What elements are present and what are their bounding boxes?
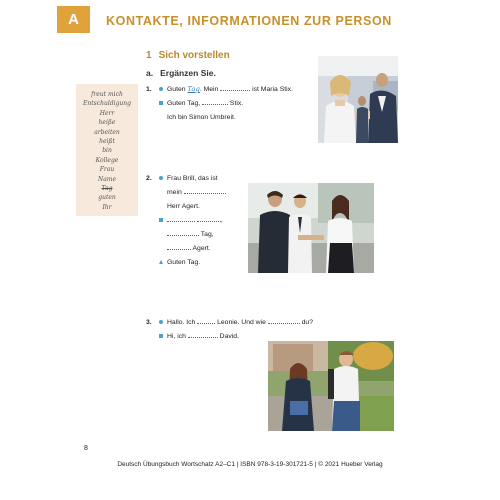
dialog-text: Hi, ich bbox=[167, 333, 186, 340]
word-box bbox=[76, 84, 138, 216]
word-box-item: arbeiten bbox=[94, 128, 120, 136]
dialog-text: . Mein bbox=[199, 86, 219, 93]
dialog-text: Guten bbox=[167, 86, 186, 93]
dialog-text: David. bbox=[219, 333, 239, 340]
dialog-text: Agert. bbox=[192, 245, 211, 252]
dialog-text: du? bbox=[301, 319, 313, 326]
page-footer: Deutsch Übungsbuch Wortschatz A2–C1 | ISBN 978-3-19-301721-5 | © 2021 Hueber Verlag bbox=[117, 461, 383, 468]
subtask-text: Ergänzen Sie. bbox=[160, 68, 216, 78]
word-box-item: guten bbox=[98, 194, 116, 202]
dialog-text: Tag, bbox=[200, 231, 214, 238]
chapter-badge: A bbox=[57, 6, 90, 33]
photo-business-handshake-image bbox=[248, 183, 374, 273]
photo-office-greeting bbox=[318, 56, 398, 143]
word-box-item: heißt bbox=[99, 138, 115, 146]
blank-field[interactable] bbox=[167, 214, 195, 222]
dialog-text: Frau Brill, das ist bbox=[167, 175, 218, 182]
exercise-3 bbox=[146, 316, 346, 344]
dialog-text: Ich bin Simon Umbreit. bbox=[167, 114, 236, 121]
exercise-number: 2. bbox=[146, 175, 152, 182]
dialog-text: Hallo. Ich bbox=[167, 319, 196, 326]
speaker-triangle-icon bbox=[159, 260, 163, 264]
subtask-instruction bbox=[146, 68, 216, 78]
exercise-number: 1. bbox=[146, 86, 152, 93]
word-box-item: heiße bbox=[98, 119, 116, 127]
word-box-item: Entschuldigung bbox=[83, 100, 131, 108]
page-number: 8 bbox=[84, 445, 88, 452]
dialog-text: Leonie. Und wie bbox=[217, 319, 266, 326]
dialog-text: Stix. bbox=[229, 100, 244, 107]
exercise-number: 3. bbox=[146, 319, 152, 326]
speaker-circle-icon bbox=[159, 176, 163, 180]
blank-field[interactable] bbox=[184, 186, 226, 194]
section-title-text: Sich vorstellen bbox=[158, 50, 230, 61]
photo-students-campus-image bbox=[268, 341, 394, 431]
word-box-item: Kollege bbox=[95, 156, 119, 164]
word-box-item-used: Tag bbox=[101, 185, 113, 193]
exercise-1 bbox=[146, 82, 311, 125]
blank-field[interactable] bbox=[188, 330, 218, 338]
blank-field[interactable] bbox=[197, 316, 215, 324]
photo-office-greeting-image bbox=[318, 56, 398, 143]
dialog-text: Guten Tag, bbox=[167, 100, 201, 107]
exercise-2 bbox=[146, 172, 246, 270]
speaker-circle-icon bbox=[159, 87, 163, 91]
word-box-item: freut mich bbox=[91, 91, 123, 98]
speaker-square-icon bbox=[159, 334, 163, 338]
section-title bbox=[146, 50, 230, 61]
photo-business-handshake bbox=[248, 183, 374, 273]
example-answer: Tag bbox=[187, 85, 200, 93]
speaker-square-icon bbox=[159, 101, 163, 105]
blank-field[interactable] bbox=[268, 316, 300, 324]
dialog-text: Guten Tag. bbox=[167, 259, 201, 266]
word-box-item: Herr bbox=[99, 109, 115, 117]
photo-students-campus bbox=[268, 341, 394, 431]
dialog-text: ist Maria Stix. bbox=[252, 86, 293, 93]
blank-field[interactable] bbox=[197, 214, 221, 222]
word-box-item: bin bbox=[102, 147, 112, 155]
speaker-square-icon bbox=[159, 218, 163, 222]
chapter-title: KONTAKTE, INFORMATIONEN ZUR PERSON bbox=[106, 14, 392, 28]
dialog-text: mein bbox=[167, 189, 182, 196]
section-number: 1 bbox=[146, 50, 152, 61]
blank-field[interactable] bbox=[202, 97, 228, 105]
blank-field[interactable] bbox=[220, 83, 250, 91]
blank-field[interactable] bbox=[167, 242, 191, 250]
subtask-letter: a. bbox=[146, 68, 154, 78]
word-box-item: Ihr bbox=[102, 203, 112, 211]
speaker-circle-icon bbox=[159, 320, 163, 324]
dialog-text: Herr Agert. bbox=[167, 203, 200, 210]
dialog-text: , bbox=[220, 217, 223, 224]
word-box-item: Frau bbox=[99, 166, 115, 174]
word-box-item: Name bbox=[97, 175, 117, 183]
blank-field[interactable] bbox=[167, 228, 199, 236]
